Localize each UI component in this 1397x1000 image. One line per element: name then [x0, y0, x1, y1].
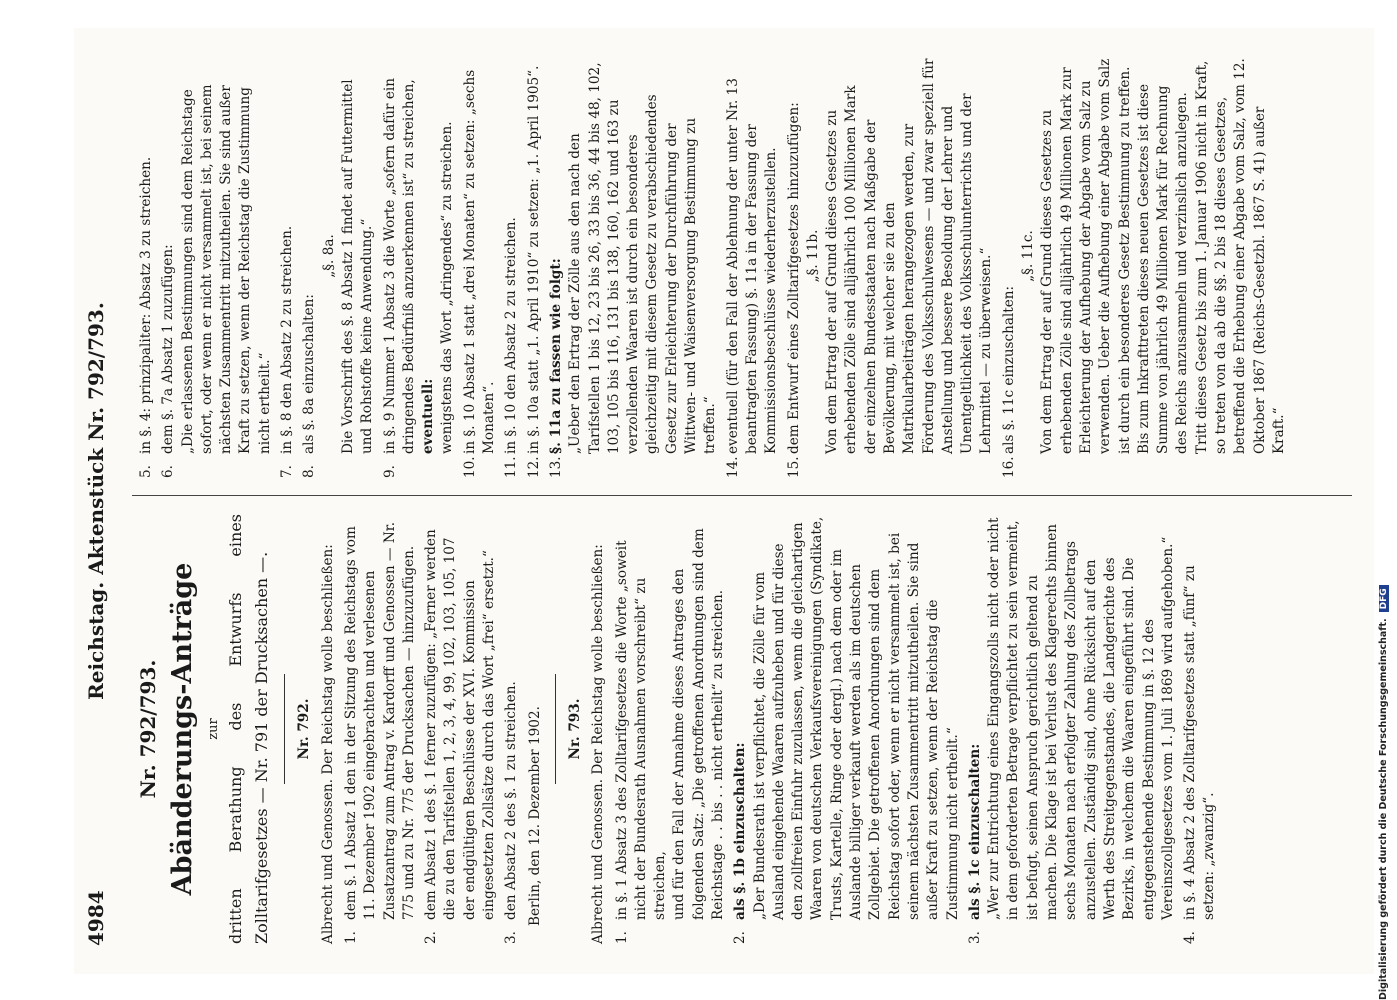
list-item — [724, 58, 782, 478]
item-number: 4. — [1182, 931, 1199, 944]
list-item — [1000, 58, 1289, 478]
eventuell-label: eventuell: — [420, 378, 437, 454]
list-item — [422, 514, 499, 944]
item-text: als §. 1c einzuschalten: — [966, 743, 983, 920]
list-item — [300, 58, 377, 478]
list-item — [342, 514, 419, 944]
item-number: 3. — [966, 931, 983, 944]
item-text: in §. 10 Absatz 1 statt „drei Monaten“ zu setzen: „sechs Monaten“. — [461, 69, 498, 454]
list-item — [613, 514, 729, 944]
item-number: 1. — [342, 931, 359, 944]
dfg-logo: DFG — [1379, 585, 1389, 612]
right-column — [134, 58, 1292, 478]
item-quote: Die Vorschrift des §. 8 Absatz 1 findet auf Futtermittel und Rohstoffe keine Anwendung.“ — [339, 79, 376, 454]
item-text: den Absatz 2 des §. 1 zu streichen. — [503, 681, 520, 920]
section-792-intro: Albrecht und Genossen. Der Reichstag wolle beschließen: — [319, 544, 336, 944]
item-quote: „Die erlassenen Bestimmungen sind dem Reichstage sofort, oder wenn er nicht versammelt ist, bei seinem nächsten Zusammentritt mitzutheilen. Sie sind außer Kraft zu setzen, wenn der Reichstag die Zustimmung nicht ertheilt.“ — [179, 84, 273, 454]
item-number: 6. — [160, 465, 177, 478]
item-number: 8. — [301, 465, 318, 478]
rotated-content — [74, 28, 1374, 974]
item-quote: „Der Bundesrath ist verpflichtet, die Zölle für vom Ausland eingehende Waaren aufzuheben und für diese den zollfreien Einfuhr zuzulassen, wenn die gleichartigen Waaren von deutschen Verkaufsvereinigungen (Syndikate, Trusts, Kartelle, Ringe oder dergl.) nach dem oder im Auslande billiger verkauft werden als im deutschen Zollgebiet. Die getroffenen Anordnungen sind dem Reichstag sofort oder, wenn er nicht versammelt ist, bei seinem nächsten Zusammentritt mitzutheilen. Sie sind außer Kraft zu setzen, wenn der Reichstag die Zustimmung nicht ertheilt.“ — [751, 516, 961, 920]
section-divider — [555, 674, 556, 784]
item-text: als §. 1b einzuschalten: — [732, 742, 749, 920]
item-text: in §. 4 Absatz 2 des Zolltarifgesetzes statt „fünf“ zu setzen: „zwanzig“. — [1182, 565, 1218, 920]
item-number: 12. — [525, 456, 542, 478]
item-quote: „Ueber den Ertrag der Zölle aus den nach den Tarifstellen 1 bis 12, 23 bis 26, 33 bis 36, 44 bis 48, 102, 103, 105 bis 116, 131 bis 138, 160, 162 und 163 zu verzollenden Waaren ist durch ein besonderes gleichzeitig mit diesem Gesetz zu verabschiedendes Gesetz zur Erleichterung der Durchführung der Wittwen- und Waisenversorgung Bestimmung zu treffen.“ — [567, 62, 719, 454]
paragraph-heading: „§. 11c. — [1020, 230, 1037, 282]
item-text: in §. 1 Absatz 3 des Zolltarifgesetzes die Worte „soweit nicht der Bundesrath Ausnahmen vorschreibt“ zu streichen, — [613, 540, 669, 920]
item-number: 5. — [138, 465, 154, 478]
item-number: 16. — [1000, 456, 1017, 478]
item-text: dem Absatz 1 des §. 1 ferner zuzufügen: „Ferner werden die zu den Tarifstellen 1, 2, 3, 4, 99, 102, 103, 105, 107 der endgültigen Beschlüsse der XVI. Kommission eingesetzten Zollsätze durch das Wort „frei“ ersetzt.“ — [423, 529, 498, 920]
list-item — [502, 58, 521, 478]
paragraph-heading: „§. 8a. — [320, 234, 337, 278]
list-item — [381, 58, 458, 478]
list-item — [159, 58, 275, 478]
list-item — [461, 58, 500, 478]
page-number: 4984 — [84, 890, 108, 946]
item-number: 1. — [613, 931, 630, 944]
item-quote: Von dem Ertrag der auf Grund dieses Gesetzes zu erhebenden Zölle sind alljährlich 49 Millionen Mark zur Erleichterung der Aufhebung der Abgabe vom Salz zu verwenden. Ueber die Aufhebung einer Abgabe vom Salz ist durch ein besonderes Gesetz Bestimmung zu treffen. Bis zum Inkrafttreten dieses neuen Gesetzes ist diese Summe von jährlich 49 Millionen Mark für Rechnung des Reichs anzusammeln und verzinslich anzulegen. Tritt dieses Gesetz bis zum 1. Januar 1906 nicht in Kraft, so treten von da ab die §§. 2 bis 18 dieses Gesetzes, betreffend die Erhebung einer Abgabe vom Salz, vom 12. Oktober 1867 (Reichs-Gesetzbl. 1867 S. 41) außer Kraft.“ — [1039, 58, 1287, 454]
item-text: als §. 8a einzuschalten: — [301, 294, 318, 454]
column-rule — [132, 495, 1352, 496]
credit-text: Digitalisierung gefördert durch die Deutsche Forschungsgemeinschaft. — [1378, 618, 1389, 1000]
list-item — [966, 514, 1178, 944]
list-item — [137, 58, 156, 478]
running-header — [80, 56, 120, 946]
item-number: 14. — [724, 456, 741, 478]
item-text: in §. 10a statt „1. April 1910“ zu setzen: „1. April 1905“. — [525, 65, 542, 454]
list-item — [278, 58, 297, 478]
section-792-signoff: Berlin, den 12. Dezember 1902. — [526, 706, 543, 926]
left-column — [134, 514, 1223, 944]
list-item — [547, 58, 721, 478]
section-divider — [284, 674, 285, 784]
scanned-page — [74, 28, 1374, 974]
credit-line — [1378, 10, 1394, 1000]
item-number: 7. — [279, 465, 296, 478]
item-number: 11. — [503, 456, 520, 478]
item-text: als §. 11c einzuschalten: — [1000, 285, 1017, 454]
digitization-credit — [1378, 10, 1394, 1000]
item-text: in §. 10 den Absatz 2 zu streichen. — [503, 217, 520, 454]
item-number: 15. — [785, 456, 802, 478]
list-item — [502, 514, 521, 944]
list-item — [731, 514, 963, 944]
item-number: 2. — [423, 931, 440, 944]
item-number: 9. — [381, 465, 398, 478]
item-quote: „Wer zur Entrichtung eines Eingangszolls nicht oder nicht in dem geforderten Betrage verpflichtet zu sein vermeint, ist befugt, seinen Anspruch gerichtlich geltend zu machen. Die Klage ist bei Verlust des Klagerechts binnen sechs Monaten nach erfolgter Zahlung des Zollbetrags anzustellen. Zuständig sind, ohne Rücksicht auf den Werth des Streitgegenstandes, die Landgerichte des Bezirks, in welchem die Waaren eingeführt sind. Die entgegenstehende Bestimmung in §. 12 des Vereinszollgesetzes vom 1. Juli 1869 wird aufgehoben.“ — [986, 517, 1176, 920]
document-number: Nr. 792/793. — [136, 659, 160, 799]
title-connector: zur — [205, 718, 221, 740]
list-item — [525, 58, 544, 478]
section-793-heading: Nr. 793. — [566, 698, 583, 760]
item-text: §. 11a zu fassen wie folgt: — [547, 258, 564, 454]
document-subtitle: dritten Berathung des Entwurfs eines Zolltarifgesetzes — Nr. 791 der Drucksachen —. — [226, 514, 271, 944]
item-quote: Von dem Ertrag der auf Grund dieses Gesetzes zu erhebenden Zölle sind alljährlich 100 Millionen Mark der einzelnen Bundesstaaten nach Maßgabe der Bevölkerung, mit welcher sie zu den Matrikularbeiträgen herangezogen werden, zur Förderung des Volksschulwesens — und zwar speziell für Anstellung und bessere Besoldung der Lehrer und Unentgeltlichkeit des Volksschulunterrichts und der Lehrmittel — zu überweisen.“ — [824, 58, 995, 454]
item-continuation: wenigstens das Wort „dringendes“ zu streichen. — [439, 121, 456, 454]
item-number: 3. — [503, 931, 520, 944]
document-title: Abänderungs-Anträge — [167, 562, 199, 896]
item-text: in §. 8 den Absatz 2 zu streichen. — [279, 225, 296, 454]
item-text: in §. 4: prinzipaliter: Absatz 3 zu streichen. — [138, 156, 154, 454]
item-number: 10. — [461, 456, 478, 478]
item-text: in §. 9 Nummer 1 Absatz 3 die Worte „sofern dafür ein dringendes Bedürfniß anzuerkennen ist“ zu streichen, — [381, 78, 417, 454]
item-text: dem §. 1 Absatz 1 den in der Sitzung des Reichstags vom 11. Dezember 1902 eingebrachten und verlesenen Zusatzantrag zum Antrag v. Kardorff und Genossen — Nr. 775 und zu Nr. 775 der Drucksachen — hinzuzufügen. — [342, 521, 417, 920]
item-number: 2. — [732, 931, 749, 944]
running-title: Reichstag. Aktenstück Nr. 792/793. — [84, 302, 108, 700]
section-793-items — [613, 514, 1220, 944]
section-793-intro: Albrecht und Genossen. Der Reichstag wolle beschließen: — [590, 544, 607, 944]
section-792-items — [342, 514, 522, 944]
item-text: dem §. 7a Absatz 1 zuzufügen: — [160, 244, 177, 454]
paragraph-heading: „§. 11b. — [804, 229, 821, 283]
item-continuation: und für den Fall der Annahme dieses Antrages den folgenden Satz: „Die getroffenen Anordnungen sind dem Reichstage . . bis . . nicht ertheilt“ zu streichen. — [671, 528, 726, 920]
item-text: dem Entwurf eines Zolltarifgesetzes hinzuzufügen: — [785, 102, 802, 454]
item-text: eventuell (für den Fall der Ablehnung der unter Nr. 13 beantragten Fassung) §. 11a in der Fassung der Kommissionsbeschlüsse wiederherzustellen. — [724, 78, 780, 454]
list-item — [1181, 514, 1220, 944]
list-item — [785, 58, 997, 478]
item-number: 13. — [547, 456, 564, 478]
section-792-heading: Nr. 792. — [296, 698, 313, 760]
